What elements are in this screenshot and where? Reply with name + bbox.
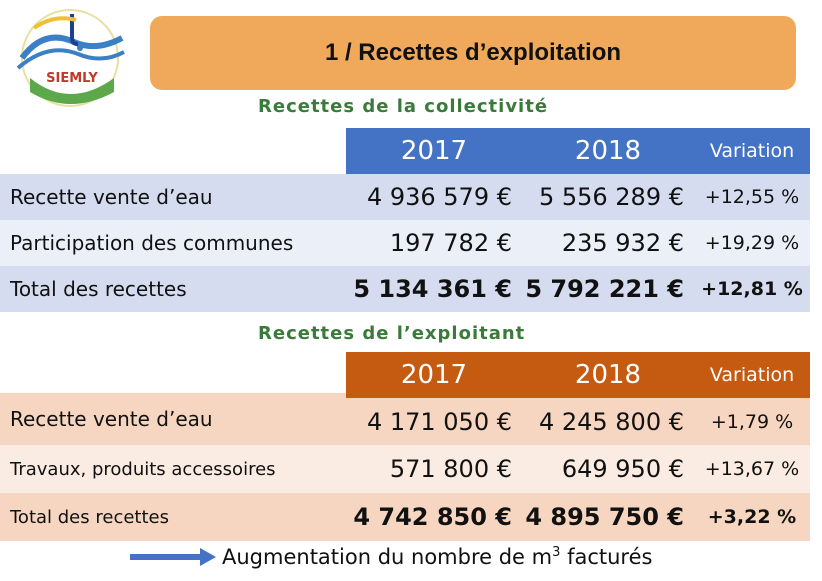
value-variation: +12,55 % bbox=[694, 174, 810, 220]
value-2017: 197 782 € bbox=[346, 220, 522, 266]
row-label: Recette vente d’eau bbox=[0, 174, 346, 220]
value-variation: +3,22 % bbox=[694, 493, 810, 541]
value-2018: 235 932 € bbox=[522, 220, 694, 266]
value-2017: 4 171 050 € bbox=[346, 398, 522, 445]
value-2017: 4 936 579 € bbox=[346, 174, 522, 220]
value-2018: 5 792 221 € bbox=[522, 266, 694, 312]
header-2017: 2017 bbox=[346, 128, 522, 174]
header-2018: 2018 bbox=[522, 128, 694, 174]
logo-text: SIEMLY bbox=[46, 71, 98, 86]
value-variation: +1,79 % bbox=[694, 398, 810, 445]
arrow-right-icon bbox=[130, 547, 216, 567]
row-label: Travaux, produits accessoires bbox=[0, 445, 346, 493]
value-variation: +19,29 % bbox=[694, 220, 810, 266]
siemly-logo bbox=[4, 8, 136, 108]
value-2017: 5 134 361 € bbox=[346, 266, 522, 312]
value-2017: 4 742 850 € bbox=[346, 493, 522, 541]
row-label: Participation des communes bbox=[0, 220, 346, 266]
row-label: Total des recettes bbox=[0, 493, 346, 541]
value-variation: +13,67 % bbox=[694, 445, 810, 493]
value-2018: 4 895 750 € bbox=[522, 493, 694, 541]
header-2017: 2017 bbox=[346, 352, 522, 398]
value-variation: +12,81 % bbox=[694, 266, 810, 312]
header-variation: Variation bbox=[694, 128, 810, 174]
header-2018: 2018 bbox=[522, 352, 694, 398]
value-2017: 571 800 € bbox=[346, 445, 522, 493]
section-title-exploitant: Recettes de l’exploitant bbox=[258, 323, 526, 344]
value-2018: 4 245 800 € bbox=[522, 398, 694, 445]
section-title-collectivite: Recettes de la collectivité bbox=[258, 96, 549, 117]
value-2018: 5 556 289 € bbox=[522, 174, 694, 220]
value-2018: 649 950 € bbox=[522, 445, 694, 493]
title-banner bbox=[150, 16, 796, 90]
page-title: 1 / Recettes d’exploitation bbox=[324, 39, 622, 66]
footer-text: Augmentation du nombre de $m^3$ facturés bbox=[222, 545, 653, 569]
row-label: Total des recettes bbox=[0, 266, 346, 312]
header-variation: Variation bbox=[694, 352, 810, 398]
row-label: Recette vente d’eau bbox=[0, 393, 346, 445]
footer-note bbox=[130, 545, 652, 569]
